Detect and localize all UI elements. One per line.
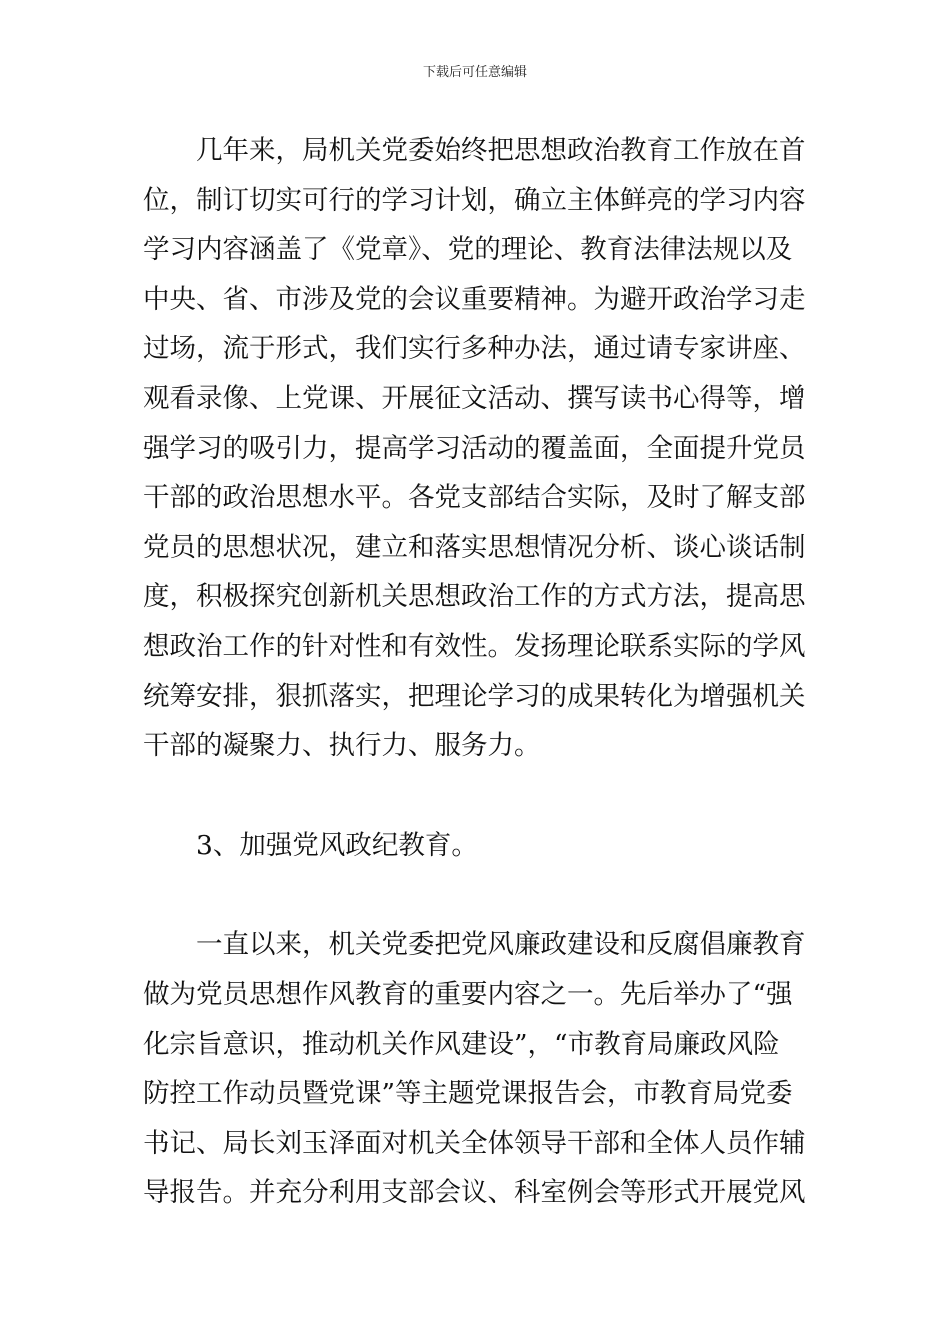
text-line: 强学习的吸引力，提高学习活动的覆盖面，全面提升党员 (143, 432, 806, 464)
text-line: 干部的政治思想水平。各党支部结合实际，及时了解支部 (143, 482, 806, 514)
text-line: 党员的思想状况，建立和落实思想情况分析、谈心谈话制 (143, 531, 806, 563)
text-line: 防控工作动员暨党课”等主题党课报告会，市教育局党委 (143, 1078, 793, 1110)
text-line: 书记、局长刘玉泽面对机关全体领导干部和全体人员作辅 (143, 1127, 806, 1159)
text-line: 过场，流于形式，我们实行多种办法，通过请专家讲座、 (143, 333, 806, 365)
paragraph-ideological-education (143, 126, 807, 771)
paragraph-party-discipline-education (143, 920, 807, 1218)
section-heading (143, 821, 807, 871)
text-line: 统筹安排，狠抓落实，把理论学习的成果转化为增强机关 (143, 680, 806, 712)
text-line: 几年来，局机关党委始终把思想政治教育工作放在首 (196, 135, 806, 166)
section-heading-text: 3、加强党风政纪教育。 (196, 829, 478, 861)
text-line: 想政治工作的针对性和有效性。发扬理论联系实际的学风 (143, 630, 806, 662)
page-header-note: 下载后可任意编辑 (422, 65, 527, 80)
text-line: 干部的凝聚力、执行力、服务力。 (143, 730, 541, 762)
text-line: 化宗旨意识，推动机关作风建设”，“市教育局廉政风险 (143, 1028, 780, 1060)
document-body (143, 126, 807, 1218)
text-line: 位，制订切实可行的学习计划，确立主体鲜亮的学习内容 (143, 184, 806, 216)
text-line: 学习内容涵盖了《党章》、党的理论、教育法律法规以及 (143, 234, 793, 266)
text-line: 观看录像、上党课、开展征文活动、撰写读书心得等，增 (143, 382, 806, 414)
text-line: 做为党员思想作风教育的重要内容之一。先后举办了“强 (143, 978, 793, 1010)
text-line: 度，积极探究创新机关思想政治工作的方式方法，提高思 (143, 581, 806, 613)
text-line: 一直以来，机关党委把党风廉政建设和反腐倡廉教育 (196, 929, 806, 961)
text-line: 导报告。并充分利用支部会议、科室例会等形式开展党风 (143, 1177, 806, 1209)
text-line: 中央、省、市涉及党的会议重要精神。为避开政治学习走 (143, 283, 806, 315)
